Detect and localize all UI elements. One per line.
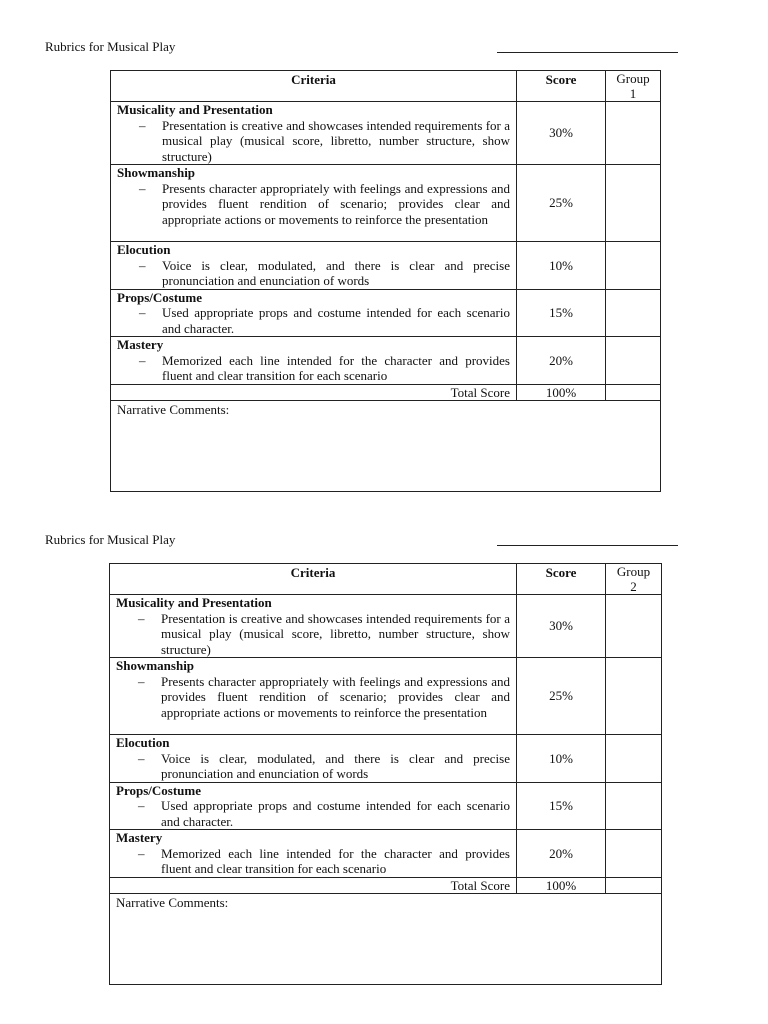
- criterion-cell: [110, 830, 517, 878]
- total-score-label: Total Score: [111, 384, 517, 401]
- group-score-cell[interactable]: [606, 102, 661, 165]
- criterion-cell: [111, 165, 517, 242]
- group-label: Group: [616, 564, 651, 579]
- criteria-header: Criteria: [110, 564, 517, 595]
- criterion-row: [110, 782, 662, 830]
- group-number: 2: [630, 579, 637, 594]
- criterion-description: [139, 258, 510, 289]
- criterion-description: [138, 751, 510, 782]
- group-score-cell[interactable]: [606, 242, 661, 290]
- criterion-title: Showmanship: [117, 165, 196, 180]
- criterion-row: [110, 595, 662, 658]
- criteria-header: Criteria: [111, 71, 517, 102]
- criterion-description: [139, 181, 510, 228]
- criterion-score: 30%: [517, 595, 606, 658]
- group-score-cell[interactable]: [606, 830, 662, 878]
- criterion-description: [139, 353, 510, 384]
- criterion-title: Musicality and Presentation: [117, 102, 273, 117]
- criterion-row: [111, 337, 661, 385]
- criterion-description-text: Presentation is creative and showcases intended requirements for a musical play (musical score, libretto, number structure, show structure): [162, 117, 510, 164]
- total-row: [110, 877, 662, 894]
- criterion-score: 20%: [517, 337, 606, 385]
- criterion-title: Props/Costume: [116, 782, 201, 798]
- group-score-cell[interactable]: [606, 735, 662, 783]
- dash-bullet: –: [139, 352, 146, 368]
- dash-bullet: –: [139, 117, 146, 133]
- criterion-cell: [111, 102, 517, 165]
- total-score-value: 100%: [517, 384, 606, 401]
- criterion-description-text: Used appropriate props and costume intended for each scenario and character.: [161, 798, 510, 829]
- rubric-title: Rubrics for Musical Play: [45, 39, 176, 54]
- criterion-description-text: Voice is clear, modulated, and there is clear and precise pronunciation and enunciation of words: [162, 257, 510, 288]
- group-score-cell[interactable]: [606, 289, 661, 337]
- dash-bullet: –: [138, 798, 145, 813]
- criterion-row: [110, 658, 662, 735]
- criterion-score: 30%: [517, 102, 606, 165]
- criterion-cell: [110, 735, 517, 783]
- criterion-score: 25%: [517, 658, 606, 735]
- dash-bullet: –: [139, 305, 146, 320]
- criterion-score: 20%: [517, 830, 606, 878]
- criterion-score: 15%: [517, 782, 606, 830]
- criterion-cell: [111, 337, 517, 385]
- criterion-description-text: Voice is clear, modulated, and there is clear and precise pronunciation and enunciation of words: [161, 750, 510, 781]
- name-signature-line: [497, 545, 678, 546]
- header-row: [110, 564, 662, 595]
- name-signature-line: [497, 52, 678, 53]
- total-score-value: 100%: [517, 877, 606, 894]
- group-label: Group: [616, 71, 650, 86]
- criterion-title: Musicality and Presentation: [116, 595, 272, 610]
- criterion-title: Elocution: [117, 242, 171, 257]
- criterion-description: [138, 846, 510, 877]
- narrative-row: [110, 894, 662, 985]
- criterion-description: [138, 798, 510, 829]
- dash-bullet: –: [138, 673, 145, 689]
- criterion-description-text: Memorized each line intended for the character and provides fluent and clear transition for each scenario: [161, 845, 510, 876]
- criterion-cell: [110, 595, 517, 658]
- criterion-title: Elocution: [116, 735, 170, 750]
- rubric-table: [110, 70, 661, 492]
- dash-bullet: –: [138, 845, 145, 861]
- dash-bullet: –: [139, 257, 146, 273]
- criterion-cell: [110, 658, 517, 735]
- total-row: [111, 384, 661, 401]
- rubric-title: Rubrics for Musical Play: [45, 532, 176, 547]
- group-score-cell[interactable]: [606, 165, 661, 242]
- score-header: Score: [517, 564, 606, 595]
- narrative-comments-label: Narrative Comments:: [116, 895, 229, 910]
- criterion-description-text: Presents character appropriately with feelings and expressions and provides fluent rendition of scenario; provides clear and appropriate actions or movements to reinforce the presentation: [161, 673, 510, 720]
- criterion-title: Showmanship: [116, 658, 195, 673]
- group-header: [606, 564, 662, 595]
- criterion-description-text: Used appropriate props and costume intended for each scenario and character.: [162, 305, 510, 336]
- dash-bullet: –: [139, 180, 146, 196]
- criterion-row: [111, 165, 661, 242]
- narrative-row: [111, 401, 661, 492]
- narrative-comments-cell[interactable]: [110, 894, 662, 985]
- dash-bullet: –: [138, 750, 145, 766]
- criterion-row: [110, 735, 662, 783]
- criterion-score: 15%: [517, 289, 606, 337]
- criterion-title: Props/Costume: [117, 289, 202, 305]
- criterion-score: 25%: [517, 165, 606, 242]
- criterion-cell: [111, 242, 517, 290]
- criterion-row: [111, 102, 661, 165]
- criterion-row: [111, 242, 661, 290]
- header-row: [111, 71, 661, 102]
- group-score-cell[interactable]: [606, 782, 662, 830]
- group-header: [606, 71, 661, 102]
- criterion-score: 10%: [517, 242, 606, 290]
- criterion-description: [138, 611, 510, 658]
- group-total-cell[interactable]: [606, 877, 662, 894]
- criterion-description-text: Presents character appropriately with feelings and expressions and provides fluent rendition of scenario; provides clear and appropriate actions or movements to reinforce the presentation: [162, 180, 510, 227]
- group-total-cell[interactable]: [606, 384, 661, 401]
- narrative-comments-label: Narrative Comments:: [117, 402, 230, 417]
- score-header: Score: [517, 71, 606, 102]
- criterion-title: Mastery: [117, 337, 164, 352]
- criterion-row: [111, 289, 661, 337]
- criterion-title: Mastery: [116, 830, 163, 845]
- criterion-row: [110, 830, 662, 878]
- group-score-cell[interactable]: [606, 658, 662, 735]
- dash-bullet: –: [138, 610, 145, 626]
- narrative-comments-cell[interactable]: [111, 401, 661, 492]
- group-score-cell[interactable]: [606, 337, 661, 385]
- criterion-score: 10%: [517, 735, 606, 783]
- criterion-description: [139, 305, 510, 336]
- criterion-description-text: Memorized each line intended for the character and provides fluent and clear transition for each scenario: [162, 352, 510, 383]
- total-score-label: Total Score: [110, 877, 517, 894]
- rubric-table: [109, 563, 662, 985]
- group-number: 1: [629, 86, 637, 101]
- group-score-cell[interactable]: [606, 595, 662, 658]
- criterion-description: [138, 674, 510, 721]
- criterion-cell: [110, 782, 517, 830]
- criterion-cell: [111, 289, 517, 337]
- criterion-description-text: Presentation is creative and showcases intended requirements for a musical play (musical score, libretto, number structure, show structure): [161, 610, 510, 657]
- criterion-description: [139, 118, 510, 165]
